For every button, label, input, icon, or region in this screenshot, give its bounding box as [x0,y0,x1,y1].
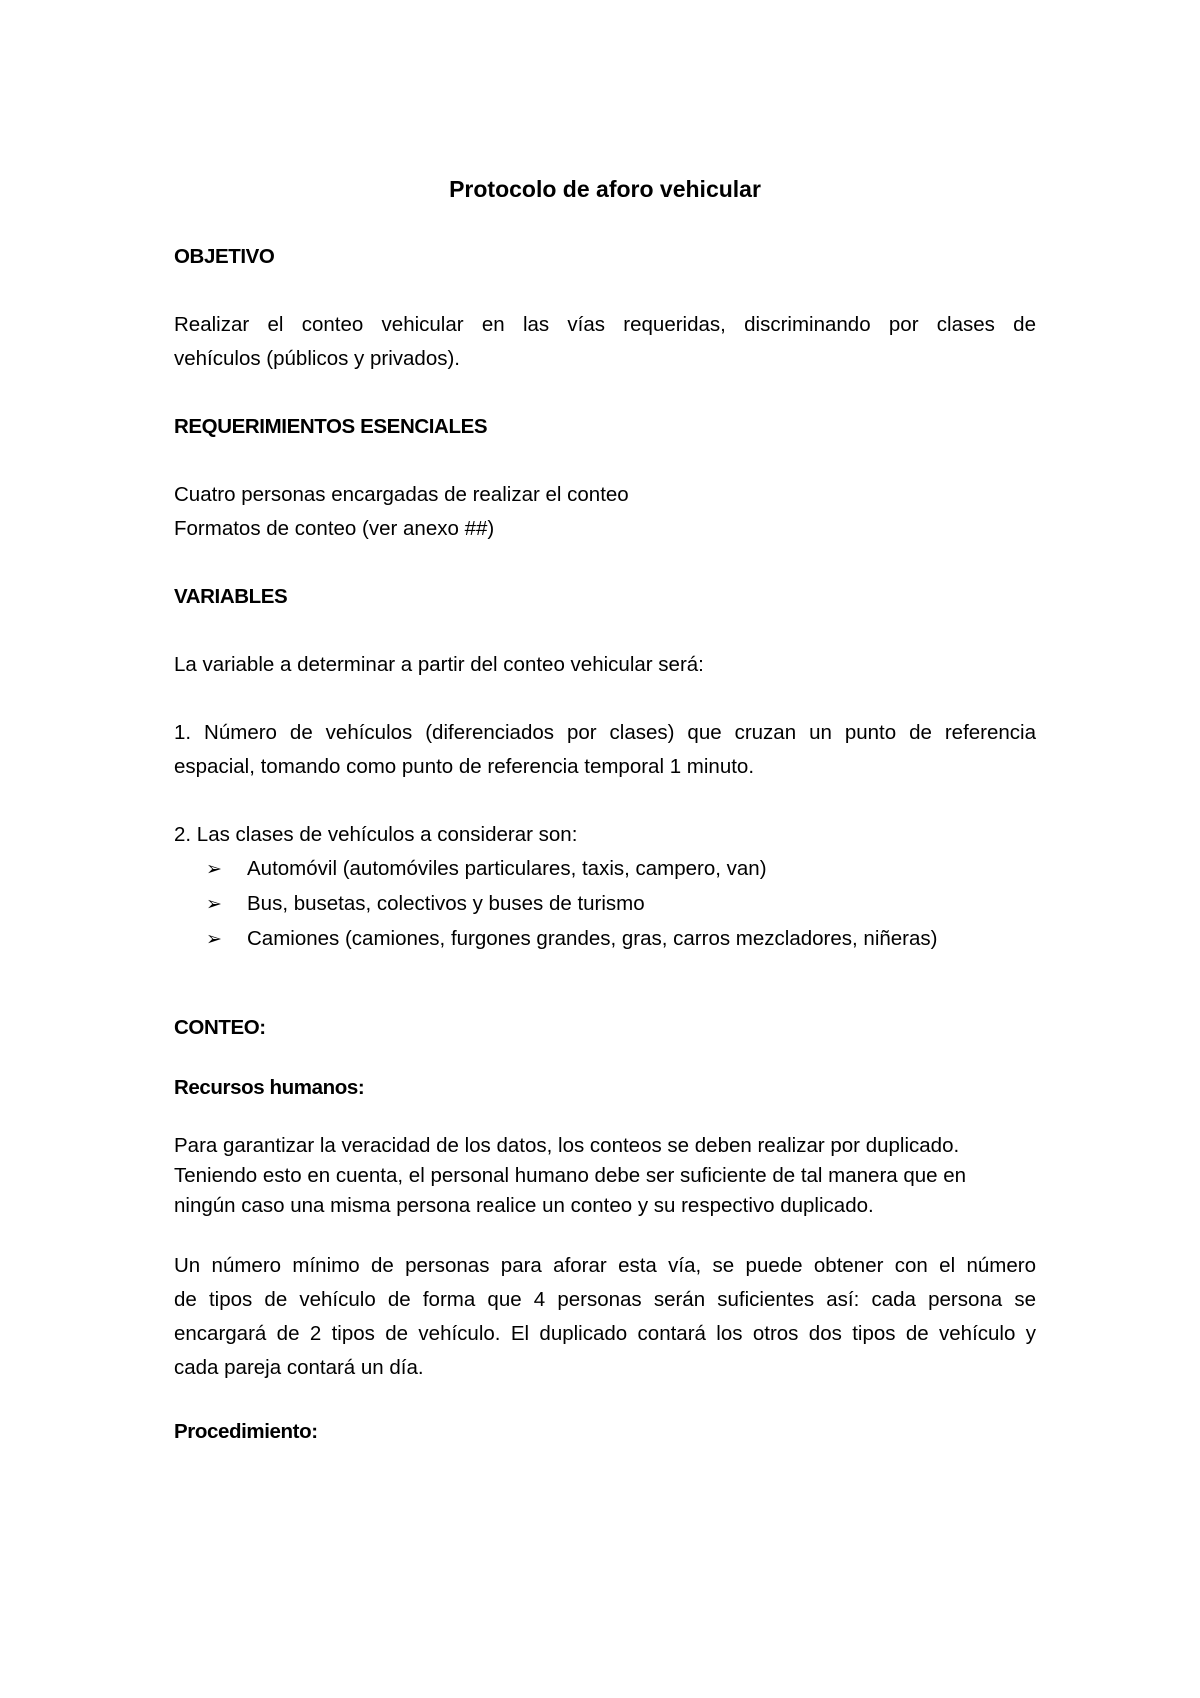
variables-point-1-line-1: 1. Número de vehículos (diferenciados por clases) que cruzan un punto de referencia [174,721,1036,744]
list-item [206,922,1036,957]
vehicle-class-label: Camiones (camiones, furgones grandes, gras, carros mezcladores, niñeras) [247,927,938,950]
vehicle-class-label: Automóvil (automóviles particulares, taxis, campero, van) [247,857,767,880]
list-item [206,887,1036,922]
recursos-paragraph-1-line: ningún caso una misma persona realice un conteo y su respectivo duplicado. [174,1194,874,1217]
variables-point-1-line-2: espacial, tomando como punto de referencia temporal 1 minuto. [174,755,755,778]
requerimiento-item: Cuatro personas encargadas de realizar el conteo [174,483,629,506]
recursos-paragraph-2-line: encargará de 2 tipos de vehículo. El duplicado contará los otros dos tipos de vehículo y [174,1322,1036,1345]
recursos-paragraph-2-line: cada pareja contará un día. [174,1356,424,1379]
recursos-paragraph-2-line: Un número mínimo de personas para aforar esta vía, se puede obtener con el número [174,1254,1036,1277]
vehicle-classes-list [174,852,1036,957]
objetivo-text-line-1: Realizar el conteo vehicular en las vías requeridas, discriminando por clases de [174,313,1036,336]
document-body [174,172,1036,1449]
vehicle-class-label: Bus, busetas, colectivos y buses de turismo [247,892,645,915]
arrowhead-bullet-icon: ➢ [206,894,222,915]
objetivo-heading: OBJETIVO [174,245,275,268]
conteo-heading: CONTEO: [174,1016,266,1039]
variables-intro: La variable a determinar a partir del conteo vehicular será: [174,653,704,676]
recursos-humanos-heading: Recursos humanos: [174,1076,365,1099]
requerimiento-item: Formatos de conteo (ver anexo ##) [174,517,495,540]
arrowhead-bullet-icon: ➢ [206,859,222,880]
recursos-paragraph-1-line: Para garantizar la veracidad de los datos, los conteos se deben realizar por duplicado. [174,1134,960,1157]
objetivo-text-line-2: vehículos (públicos y privados). [174,347,460,370]
recursos-paragraph-1-line: Teniendo esto en cuenta, el personal humano debe ser suficiente de tal manera que en [174,1164,967,1187]
variables-point-2: 2. Las clases de vehículos a considerar son: [174,823,578,846]
requerimientos-heading: REQUERIMIENTOS ESENCIALES [174,415,488,438]
document-title: Protocolo de aforo vehicular [449,176,761,202]
list-item [206,852,1036,887]
procedimiento-heading: Procedimiento: [174,1420,318,1443]
arrowhead-bullet-icon: ➢ [206,929,222,950]
variables-heading: VARIABLES [174,585,288,608]
recursos-paragraph-2-line: de tipos de vehículo de forma que 4 personas serán suficientes así: cada persona se [174,1288,1036,1311]
